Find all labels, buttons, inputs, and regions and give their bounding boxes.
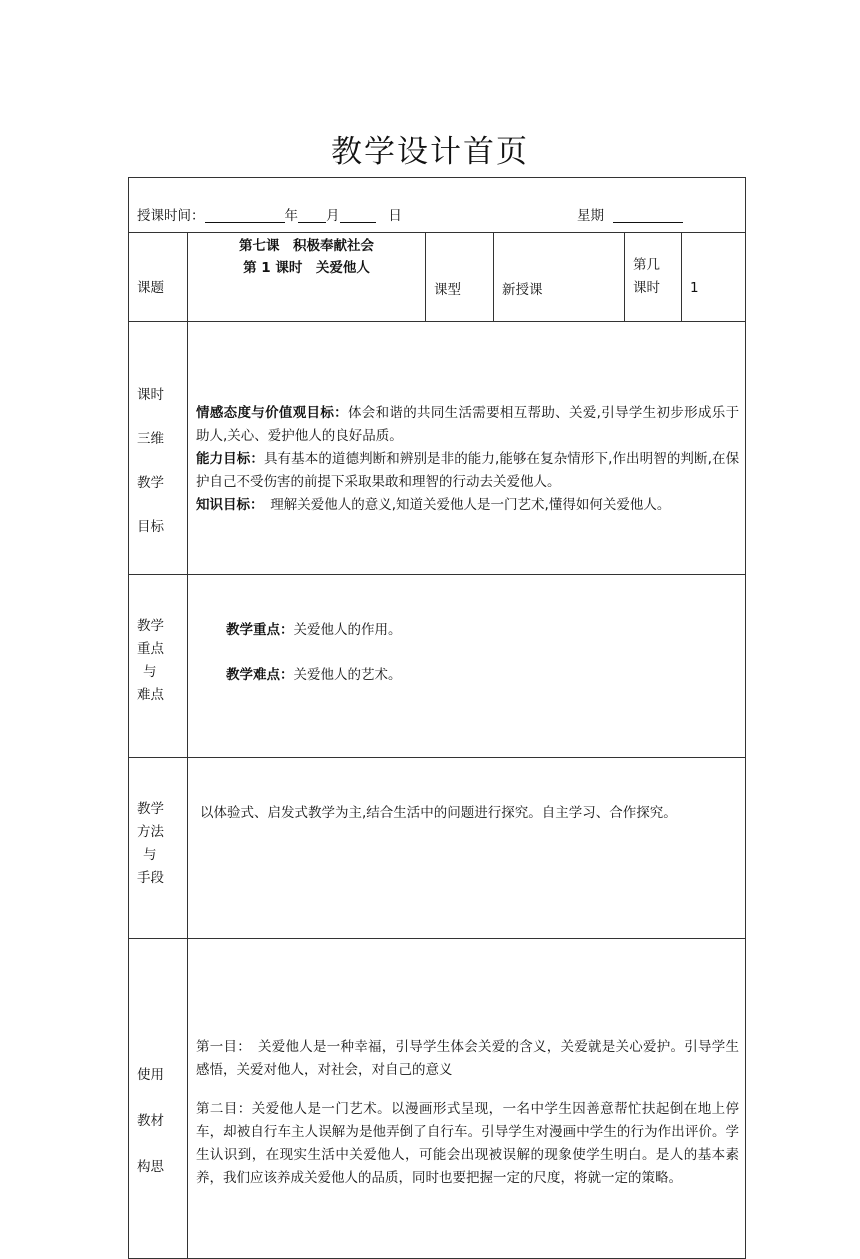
textbook-label-line: 构思	[137, 1158, 164, 1175]
lesson-title-line1: 第七课 积极奉献社会	[239, 238, 374, 254]
lesson-type-value-cell	[494, 233, 625, 322]
goals-content-cell	[188, 322, 746, 575]
goals-label-line: 课时	[137, 387, 164, 403]
weekday-blank-field[interactable]	[613, 208, 683, 223]
difficult-point-text: 关爱他人的艺术。	[293, 667, 402, 683]
period-label-line1: 第几	[633, 257, 660, 273]
knowledge-goal	[196, 494, 739, 517]
goals-label-cell	[129, 322, 188, 575]
topic-label: 课题	[137, 279, 164, 296]
focus-content-cell	[188, 575, 746, 758]
method-label-line: 手段	[137, 870, 164, 886]
method-content-cell	[188, 758, 746, 939]
weekday-label: 星期	[577, 208, 604, 224]
textbook-paragraph-2: 第二目：关爱他人是一门艺术。以漫画形式呈现，一名中学生因善意帮忙扶起倒在地上停车，却被自行车主人误解为是他弄倒了自行车。引导学生对漫画中学生的行为作出评价。学生认识到，在现实生活中关爱他人，可能会出现被误解的现象使学生明白。是人的基本素养，我们应该养成关爱他人的品质，同时也要把握一定的尺度，将就一定的策略。	[196, 1100, 740, 1186]
lesson-type-value: 新授课	[502, 282, 543, 298]
emotion-goal	[196, 402, 739, 448]
method-label-cell	[129, 758, 188, 939]
month-blank-field[interactable]	[298, 208, 326, 223]
month-label: 月	[326, 208, 340, 224]
topic-row	[129, 233, 746, 322]
textbook-label-line: 教材	[137, 1112, 164, 1129]
goals-label-line: 三维	[137, 431, 164, 447]
lesson-plan-table	[128, 177, 746, 1259]
day-label: 日	[388, 208, 402, 224]
goals-row	[129, 322, 746, 575]
focus-row	[129, 575, 746, 758]
period-label-line2: 课时	[633, 280, 660, 296]
emotion-goal-text: 体会和谐的共同生活需要相互帮助、关爱,引导学生初步形成乐于助人,关心、爱护他人的良好品质。	[196, 404, 740, 444]
method-label-line: 教学	[137, 801, 164, 817]
year-label: 年	[284, 208, 298, 224]
method-row	[129, 758, 746, 939]
lesson-type-label: 课型	[434, 282, 461, 298]
page-title: 教学设计首页	[331, 134, 529, 170]
focus-label-line: 与	[143, 664, 157, 680]
teaching-time-label: 授课时间：	[137, 208, 205, 224]
ability-goal-text: 具有基本的道德判断和辨别是非的能力,能够在复杂情形下,作出明智的判断,在保护自己不受伤害的前提下采取果敢和理智的行动去关爱他人。	[196, 450, 740, 490]
key-point-text: 关爱他人的作用。	[293, 622, 402, 638]
ability-goal	[196, 448, 739, 494]
teaching-time-line	[137, 204, 402, 224]
key-point-label: 教学重点：	[226, 622, 294, 638]
knowledge-goal-text: 理解关爱他人的意义,知道关爱他人是一门艺术,懂得如何关爱他人。	[256, 496, 671, 513]
textbook-label-line: 使用	[137, 1066, 164, 1083]
method-label-line: 方法	[137, 824, 164, 840]
time-row	[129, 178, 746, 233]
lesson-title-line2: 第 1 课时 关爱他人	[243, 260, 370, 276]
ability-goal-label: 能力目标：	[196, 450, 264, 467]
topic-label-cell	[129, 233, 188, 322]
period-label-cell	[625, 233, 682, 322]
goals-label-line: 目标	[137, 519, 164, 535]
method-text: 以体验式、启发式教学为主,结合生活中的问题进行探究。自主学习、合作探究。	[200, 805, 677, 821]
lesson-type-label-cell	[426, 233, 494, 322]
focus-label-line: 教学	[137, 618, 164, 634]
textbook-label-cell	[129, 939, 188, 1259]
focus-label-cell	[129, 575, 188, 758]
textbook-row	[129, 939, 746, 1259]
focus-label-line: 重点	[137, 641, 164, 657]
date-blank-field[interactable]	[205, 208, 285, 223]
goals-label-line: 教学	[137, 475, 164, 491]
textbook-content-cell	[188, 939, 746, 1259]
period-value: 1	[690, 280, 699, 296]
time-cell	[129, 178, 746, 233]
textbook-paragraph-1: 第一目： 关爱他人是一种幸福，引导学生体会关爱的含义，关爱就是关心爱护。引导学生感悟，关爱对他人，对社会，对自己的意义	[196, 1038, 740, 1078]
emotion-goal-label: 情感态度与价值观目标：	[196, 404, 348, 421]
period-value-cell	[682, 233, 746, 322]
lesson-title-cell	[188, 233, 426, 322]
key-point	[226, 619, 745, 642]
difficult-point-label: 教学难点：	[226, 667, 294, 683]
difficult-point	[226, 664, 745, 687]
focus-label-line: 难点	[137, 687, 164, 703]
knowledge-goal-label: 知识目标：	[196, 496, 257, 513]
day-blank-field[interactable]	[340, 208, 376, 223]
method-label-line: 与	[143, 847, 157, 863]
weekday-line	[577, 204, 683, 224]
